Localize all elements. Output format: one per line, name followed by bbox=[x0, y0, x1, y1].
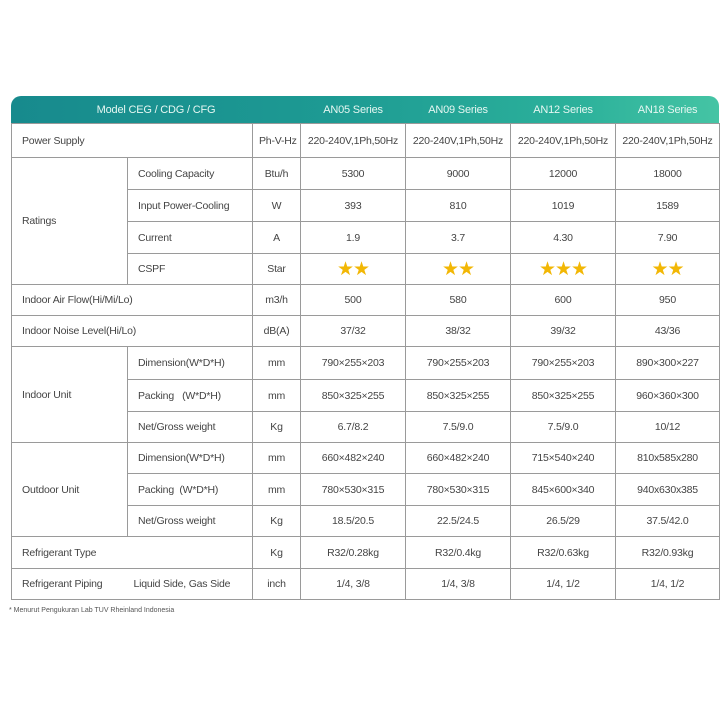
cell: 890×300×227 bbox=[616, 347, 720, 380]
cell: 790×255×203 bbox=[511, 347, 616, 380]
row-sublabel: Liquid Side, Gas Side bbox=[128, 569, 253, 600]
cell: 810 bbox=[406, 190, 511, 222]
cell: 5300 bbox=[301, 158, 406, 190]
star-rating-icon: ★★★ bbox=[538, 258, 588, 280]
cell: 6.7/8.2 bbox=[301, 412, 406, 443]
row-label: Indoor Air Flow(Hi/Mi/Lo) bbox=[12, 285, 253, 316]
unit: dB(A) bbox=[253, 316, 301, 347]
cell: R32/0.4kg bbox=[406, 537, 511, 569]
row-cooling-capacity bbox=[12, 158, 720, 190]
row-outdoor-dimension bbox=[12, 443, 720, 474]
unit: Star bbox=[253, 254, 301, 285]
cell: 7.90 bbox=[616, 222, 720, 254]
cell: 850×325×255 bbox=[511, 380, 616, 412]
unit: mm bbox=[253, 347, 301, 380]
cell: 960×360×300 bbox=[616, 380, 720, 412]
cell: 37.5/42.0 bbox=[616, 506, 720, 537]
row-indoor-dimension bbox=[12, 347, 720, 380]
row-label: Indoor Noise Level(Hi/Lo) bbox=[12, 316, 253, 347]
series-an18: AN18 Series bbox=[637, 103, 698, 116]
unit: mm bbox=[253, 474, 301, 506]
series-an12: AN12 Series bbox=[533, 103, 593, 116]
cell: 715×540×240 bbox=[511, 443, 616, 474]
cell: 1.9 bbox=[301, 222, 406, 254]
spec-table bbox=[11, 96, 720, 600]
cell: R32/0.93kg bbox=[616, 537, 720, 569]
group-label: Ratings bbox=[12, 158, 128, 285]
unit: Kg bbox=[253, 537, 301, 569]
row-label: Dimension(W*D*H) bbox=[128, 347, 253, 380]
cell: 500 bbox=[301, 285, 406, 316]
spec-table-container bbox=[11, 96, 719, 600]
cell: 220-240V,1Ph,50Hz bbox=[511, 124, 616, 158]
cell: 220-240V,1Ph,50Hz bbox=[616, 124, 720, 158]
cell: 39/32 bbox=[511, 316, 616, 347]
row-air-flow bbox=[12, 285, 720, 316]
cell: 1589 bbox=[616, 190, 720, 222]
row-label: Cooling Capacity bbox=[128, 158, 253, 190]
row-label: Power Supply bbox=[12, 124, 253, 158]
cell: 43/36 bbox=[616, 316, 720, 347]
star-rating-icon: ★★ bbox=[336, 258, 370, 280]
row-label: Net/Gross weight bbox=[128, 506, 253, 537]
cell: 12000 bbox=[511, 158, 616, 190]
row-label: Packing (W*D*H) bbox=[128, 474, 253, 506]
cell: 18.5/20.5 bbox=[301, 506, 406, 537]
unit: mm bbox=[253, 380, 301, 412]
row-label: Dimension(W*D*H) bbox=[128, 443, 253, 474]
cell: 3.7 bbox=[406, 222, 511, 254]
row-noise bbox=[12, 316, 720, 347]
cell: 790×255×203 bbox=[301, 347, 406, 380]
cell: 393 bbox=[301, 190, 406, 222]
unit: m3/h bbox=[253, 285, 301, 316]
unit: Kg bbox=[253, 506, 301, 537]
row-label: Refrigerant Type bbox=[12, 537, 253, 569]
cell: 220-240V,1Ph,50Hz bbox=[406, 124, 511, 158]
row-label: CSPF bbox=[128, 254, 253, 285]
cell: 10/12 bbox=[616, 412, 720, 443]
cell: 600 bbox=[511, 285, 616, 316]
unit: inch bbox=[253, 569, 301, 600]
cell: 1019 bbox=[511, 190, 616, 222]
row-label: Input Power-Cooling bbox=[128, 190, 253, 222]
cell: 940x630x385 bbox=[616, 474, 720, 506]
cell: 580 bbox=[406, 285, 511, 316]
cell: 7.5/9.0 bbox=[511, 412, 616, 443]
cell: 810x585x280 bbox=[616, 443, 720, 474]
row-label: Refrigerant Piping bbox=[12, 569, 128, 600]
cell: 850×325×255 bbox=[406, 380, 511, 412]
cell: 1/4, 1/2 bbox=[511, 569, 616, 600]
unit: mm bbox=[253, 443, 301, 474]
row-label: Net/Gross weight bbox=[128, 412, 253, 443]
cell: 9000 bbox=[406, 158, 511, 190]
cell: 660×482×240 bbox=[301, 443, 406, 474]
header-row bbox=[12, 96, 720, 124]
cell: 850×325×255 bbox=[301, 380, 406, 412]
cell: 18000 bbox=[616, 158, 720, 190]
cell: 950 bbox=[616, 285, 720, 316]
cell: 37/32 bbox=[301, 316, 406, 347]
cell: 845×600×340 bbox=[511, 474, 616, 506]
footnote: * Menurut Pengukuran Lab TUV Rheinland Indonesia bbox=[9, 607, 175, 614]
row-refrigerant-type bbox=[12, 537, 720, 569]
cell: 1/4, 1/2 bbox=[616, 569, 720, 600]
cell: 660×482×240 bbox=[406, 443, 511, 474]
unit: Ph-V-Hz bbox=[253, 124, 301, 158]
row-power-supply bbox=[12, 124, 720, 158]
model-label: Model CEG / CDG / CFG bbox=[96, 103, 216, 116]
star-rating-icon: ★★ bbox=[441, 258, 475, 280]
cell: 1/4, 3/8 bbox=[301, 569, 406, 600]
star-rating-icon: ★★ bbox=[651, 258, 684, 280]
cell: 22.5/24.5 bbox=[406, 506, 511, 537]
series-an05: AN05 Series bbox=[323, 103, 383, 116]
row-label: Current bbox=[128, 222, 253, 254]
row-refrigerant-piping bbox=[12, 569, 720, 600]
cell: 220-240V,1Ph,50Hz bbox=[301, 124, 406, 158]
group-label: Indoor Unit bbox=[12, 347, 128, 443]
cell: 7.5/9.0 bbox=[406, 412, 511, 443]
series-an09: AN09 Series bbox=[428, 103, 488, 116]
cell: 4.30 bbox=[511, 222, 616, 254]
group-label: Outdoor Unit bbox=[12, 443, 128, 537]
cell: 26.5/29 bbox=[511, 506, 616, 537]
cell: 1/4, 3/8 bbox=[406, 569, 511, 600]
unit: W bbox=[253, 190, 301, 222]
cell: 780×530×315 bbox=[301, 474, 406, 506]
unit: Kg bbox=[253, 412, 301, 443]
unit: Btu/h bbox=[253, 158, 301, 190]
cell: 38/32 bbox=[406, 316, 511, 347]
cell: R32/0.28kg bbox=[301, 537, 406, 569]
cell: R32/0.63kg bbox=[511, 537, 616, 569]
row-label: Packing (W*D*H) bbox=[128, 380, 253, 412]
cell: 790×255×203 bbox=[406, 347, 511, 380]
unit: A bbox=[253, 222, 301, 254]
cell: 780×530×315 bbox=[406, 474, 511, 506]
